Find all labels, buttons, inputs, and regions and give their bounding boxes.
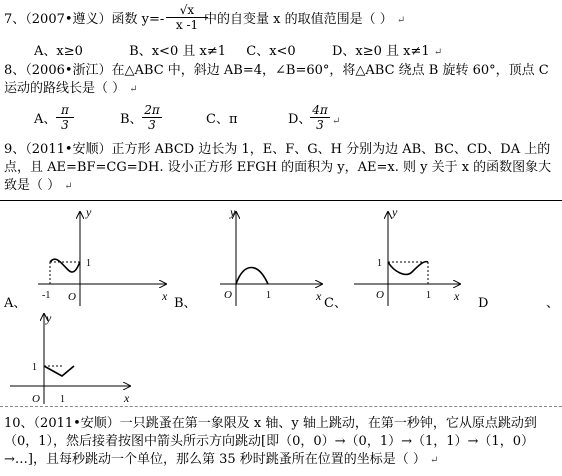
origin-label: O — [224, 289, 232, 301]
q9-line2: 点，且 AE=BF=CG=DH. 设小正方形 EFGH 的面积为 y，AE=x. 则 y 关于 x 的函数图象大 — [4, 160, 552, 175]
q8-option-d-frac — [310, 103, 330, 132]
curve — [388, 262, 428, 275]
q8-option-d-den: 3 — [316, 118, 324, 132]
option-d-label: D — [478, 296, 489, 311]
y-label: y — [46, 311, 52, 325]
q7-frac-den: x -1 — [175, 18, 199, 32]
q8-option-d-num: 4π — [310, 103, 330, 118]
q8-option-b-label: B、 — [120, 112, 143, 127]
trailing-comma: 、 — [546, 296, 560, 311]
y-label: y — [230, 206, 236, 219]
q10-line1: 10、（2011•安顺）一只跳蚤在第一象限及 x 轴、y 轴上跳动，在第一秒钟，它从原点跳动到 — [4, 416, 537, 431]
curve — [236, 268, 268, 285]
q7-suffix-text: 中的自变量 x 的取值范围是（ ） — [204, 12, 393, 27]
origin-label: O — [376, 289, 384, 301]
option-b-label: B、 — [174, 296, 197, 311]
x-label: x — [454, 289, 460, 303]
curve — [44, 366, 74, 376]
origin-label: O — [68, 291, 76, 303]
q9-line1: 9、（2011•安顺）正方形 ABCD 边长为 1，E、F、G、H 分别为边 AB、BC、CD、DA 上的 — [4, 142, 551, 157]
divider-top — [0, 200, 562, 201]
q7-suffix — [204, 12, 405, 29]
q8-option-a-label: A、 — [34, 112, 57, 127]
q10-line3-text: →…]，且每秒跳动一个单位，那么第 35 秒时跳蚤所在位置的坐标是（ ） — [4, 452, 426, 467]
origin-label: O — [32, 393, 40, 405]
q7-frac-num: √x — [166, 3, 208, 18]
tick-1-label: 1 — [86, 258, 91, 269]
q8-option-c: C、π — [206, 112, 238, 127]
q8-option-d-label: D、 — [288, 112, 312, 127]
q7-option-a: A、x≥0 — [34, 44, 83, 59]
graph-c — [348, 206, 468, 310]
q8-option-b-num: 2π — [142, 103, 162, 118]
tick-1-x-label: 1 — [60, 394, 65, 405]
q8-option-b-frac — [142, 103, 162, 132]
return-mark: ↵ — [430, 455, 439, 466]
tick-1-label: 1 — [377, 258, 382, 269]
q7-option-b: B、x<0 且 x≠1 — [129, 44, 226, 59]
q7-options — [34, 44, 442, 61]
tick-1-label: 1 — [266, 290, 271, 301]
tick-neg1-label: -1 — [42, 290, 51, 301]
tick-1-label: 1 — [32, 362, 37, 373]
q7-stem — [4, 12, 164, 28]
graph-b — [212, 206, 332, 310]
return-mark: ↵ — [129, 84, 138, 95]
divider-bottom — [0, 406, 562, 407]
q8-option-b-den: 3 — [148, 118, 156, 132]
q8-line1: 8、（2006•浙江）在△ABC 中，斜边 AB=4，∠B=60°，将△ABC 绕点 B 旋转 60°，顶点 C — [4, 63, 549, 78]
q7-neg-sign: - — [159, 12, 165, 27]
q8-option-a-den: 3 — [61, 118, 69, 132]
y-label: y — [86, 206, 92, 219]
q8-line2 — [4, 81, 138, 98]
return-mark: ↵ — [64, 181, 73, 192]
y-label: y — [392, 206, 398, 219]
q8-option-a-num: π — [56, 103, 74, 118]
return-mark: ↵ — [433, 47, 443, 58]
graph-d — [10, 310, 140, 406]
q7-prefix: 7、（2007•遵义）函数 y= — [4, 12, 160, 27]
option-a-label: A、 — [4, 296, 27, 311]
x-label: x — [316, 289, 322, 303]
graph-a — [38, 206, 178, 310]
q9-line3 — [4, 178, 73, 195]
x-label: x — [162, 289, 168, 303]
option-c-label: C、 — [324, 296, 347, 311]
q7-fraction — [166, 3, 208, 32]
return-mark: ↵ — [396, 15, 406, 26]
q8-option-a-frac — [56, 103, 74, 132]
q7-option-d: D、x≥0 且 x≠1 — [332, 44, 430, 59]
q10-line3 — [4, 452, 438, 469]
tick-1-x-label: 1 — [426, 290, 431, 301]
return-mark: ↵ — [332, 116, 341, 127]
q8-line2-text: 运动的路线长是（ ） — [4, 81, 126, 96]
q7-option-c: C、x<0 — [246, 44, 296, 59]
x-label: x — [124, 391, 130, 405]
q10-line2: （0，1），然后接着按图中箭头所示方向跳动[即（0，0）→（0，1）→（1，1）→（1，0） — [4, 434, 534, 449]
curve — [50, 259, 80, 272]
q9-line3-text: 致是（ ） — [4, 178, 61, 193]
